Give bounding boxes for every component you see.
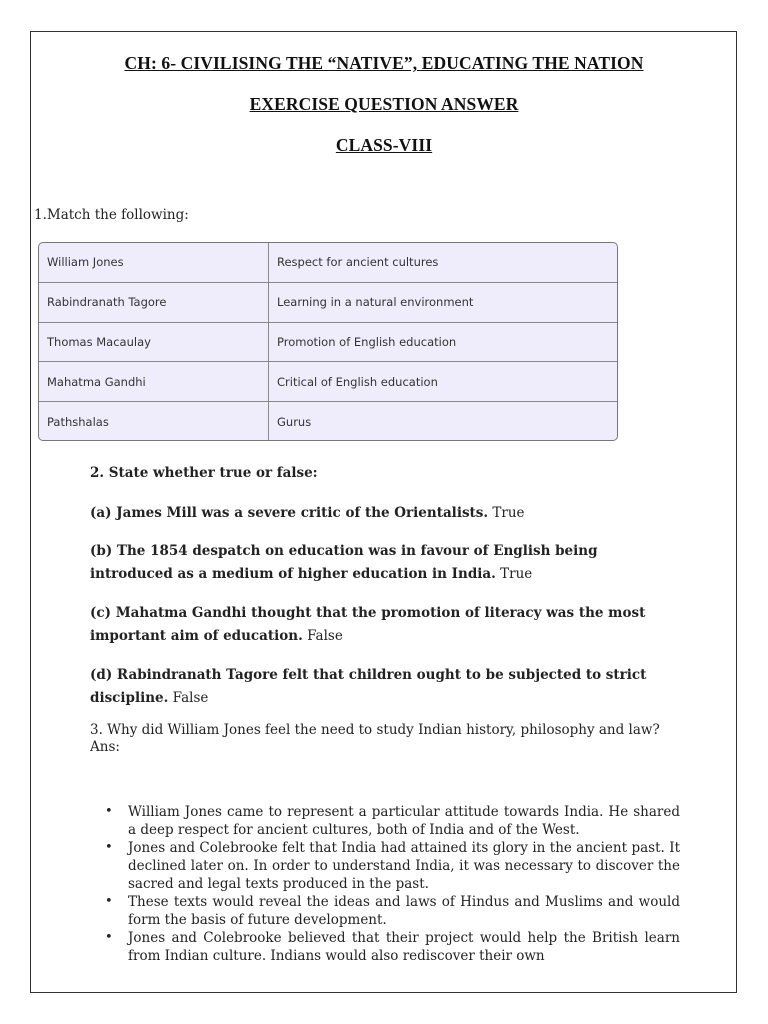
q2-item-a: [90, 502, 680, 525]
table-cell-right: Respect for ancient cultures: [277, 255, 439, 270]
table-cell-right: Gurus: [277, 415, 312, 430]
q2-prompt: 2. State whether true or false:: [90, 465, 318, 481]
table-cell-left: William Jones: [39, 243, 269, 282]
table-cell-left: Rabindranath Tagore: [39, 283, 269, 322]
q1-prompt: 1.Match the following:: [34, 207, 189, 223]
list-item: • Jones and Colebrooke felt that India had attained its glory in the ancient past. It declined later on. In order to understand India, it was necessary to discover the sacred and legal texts produced in the past.: [90, 839, 680, 893]
q2-item-b: [90, 540, 680, 586]
q3-block: [90, 722, 680, 756]
table-cell-left: Pathshalas: [39, 402, 269, 441]
list-item: • These texts would reveal the ideas and laws of Hindus and Muslims and would form the basis of future development.: [90, 893, 680, 929]
exercise-subtitle: EXERCISE QUESTION ANSWER: [249, 94, 519, 114]
ans-label: Ans:: [90, 739, 120, 755]
list-item: • Jones and Colebrooke believed that their project would help the British learn from Indian culture. Indians would also rediscover their own: [90, 929, 680, 965]
chapter-title: CH: 6- CIVILISING THE “NATIVE”, EDUCATING THE NATION: [124, 53, 644, 73]
statement: (c) Mahatma Gandhi thought that the promotion of literacy was the most important aim of education.: [90, 605, 646, 644]
table-cell-right: Critical of English education: [277, 374, 438, 389]
statement: (d) Rabindranath Tagore felt that children ought to be subjected to strict discipline.: [90, 667, 647, 706]
table-row: [39, 243, 617, 283]
statement: (b) The 1854 despatch on education was in favour of English being introduced as a medium of higher education in India.: [90, 543, 598, 582]
table-cell-right: Promotion of English education: [277, 334, 457, 349]
statement: (a) James Mill was a severe critic of the Orientalists.: [90, 505, 489, 521]
table-row: [39, 402, 617, 441]
table-cell-left: Thomas Macaulay: [39, 323, 269, 362]
table-row: [39, 283, 617, 323]
answer: False: [307, 628, 343, 644]
q2-item-d: [90, 664, 680, 710]
class-label: CLASS-VIII: [335, 135, 433, 155]
table-cell-right: Learning in a natural environment: [277, 295, 474, 310]
table-row: [39, 323, 617, 363]
answer: True: [492, 505, 525, 521]
answer: True: [500, 566, 533, 582]
q2-item-c: [90, 602, 680, 648]
answer-bullet-list: [90, 803, 680, 965]
q3-question: 3. Why did William Jones feel the need to study Indian history, philosophy and law?: [90, 722, 660, 738]
table-cell-left: Mahatma Gandhi: [39, 362, 269, 401]
table-row: [39, 362, 617, 402]
match-table: [38, 242, 618, 441]
answer: False: [172, 690, 209, 706]
list-item: • William Jones came to represent a particular attitude towards India. He shared a deep respect for ancient cultures, both of India and of the West.: [90, 803, 680, 839]
